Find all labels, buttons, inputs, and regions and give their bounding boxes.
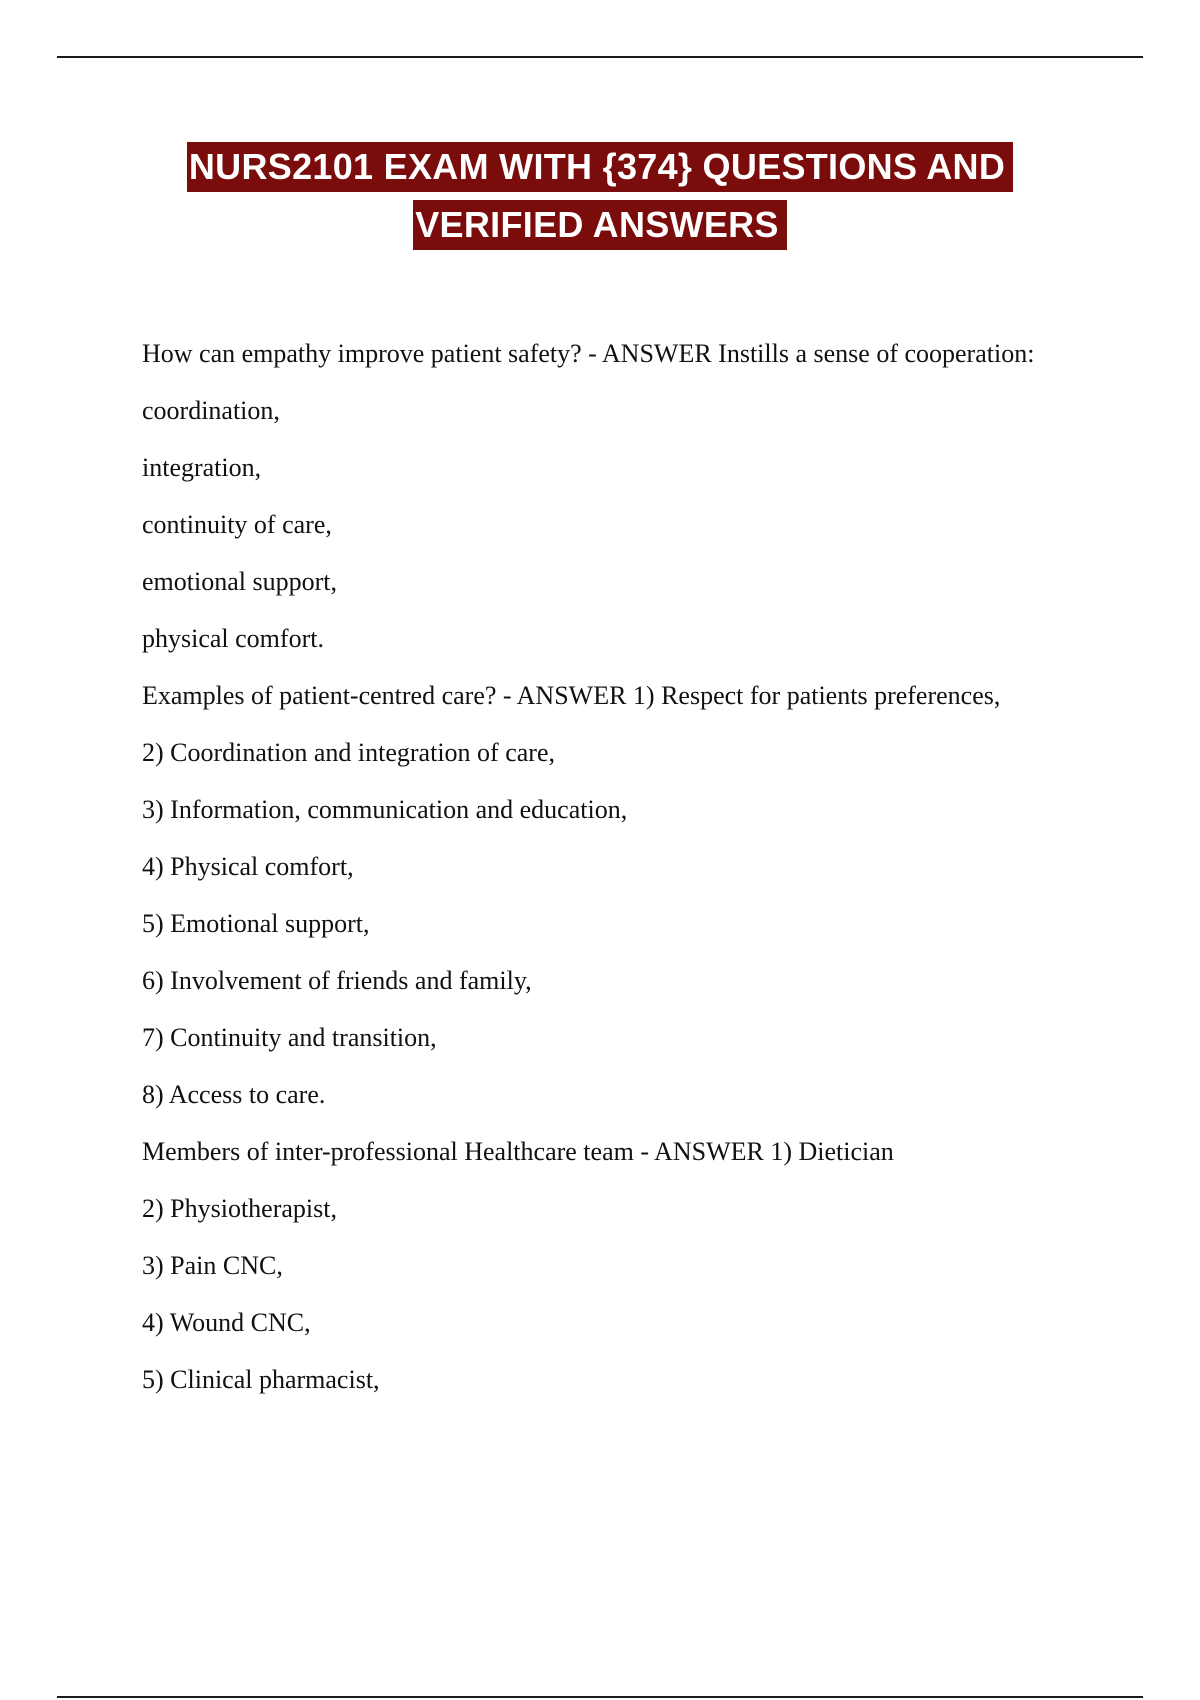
title-line-2: VERIFIED ANSWERS (413, 200, 787, 250)
document-body (142, 335, 1082, 1418)
title-line-1: NURS2101 EXAM WITH {374} QUESTIONS AND (187, 142, 1013, 192)
bottom-divider (57, 1696, 1143, 1698)
answer-line: 4) Wound CNC, (142, 1308, 311, 1337)
question-3-text: Members of inter-professional Healthcare team - ANSWER 1) Dietician (142, 1137, 894, 1166)
answer-line: emotional support, (142, 567, 337, 596)
answer-line: 4) Physical comfort, (142, 852, 354, 881)
answer-line: 5) Clinical pharmacist, (142, 1365, 380, 1394)
answer-line: 8) Access to care. (142, 1080, 326, 1109)
answer-line: 2) Physiotherapist, (142, 1194, 337, 1223)
answer-line: coordination, (142, 396, 280, 425)
answer-line: 2) Coordination and integration of care, (142, 738, 555, 767)
document-title (0, 142, 1200, 250)
answer-line: 3) Pain CNC, (142, 1251, 283, 1280)
answer-line: physical comfort. (142, 624, 324, 653)
question-2-text: Examples of patient-centred care? - ANSWER 1) Respect for patients preferences, (142, 681, 1001, 710)
top-divider (57, 56, 1143, 58)
answer-line: continuity of care, (142, 510, 332, 539)
answer-line: 6) Involvement of friends and family, (142, 966, 532, 995)
answer-line: 7) Continuity and transition, (142, 1023, 437, 1052)
answer-line: integration, (142, 453, 262, 482)
answer-line: 5) Emotional support, (142, 909, 370, 938)
answer-line: 3) Information, communication and education, (142, 795, 628, 824)
question-1-text: How can empathy improve patient safety? - ANSWER Instills a sense of cooperation: (142, 339, 1035, 368)
